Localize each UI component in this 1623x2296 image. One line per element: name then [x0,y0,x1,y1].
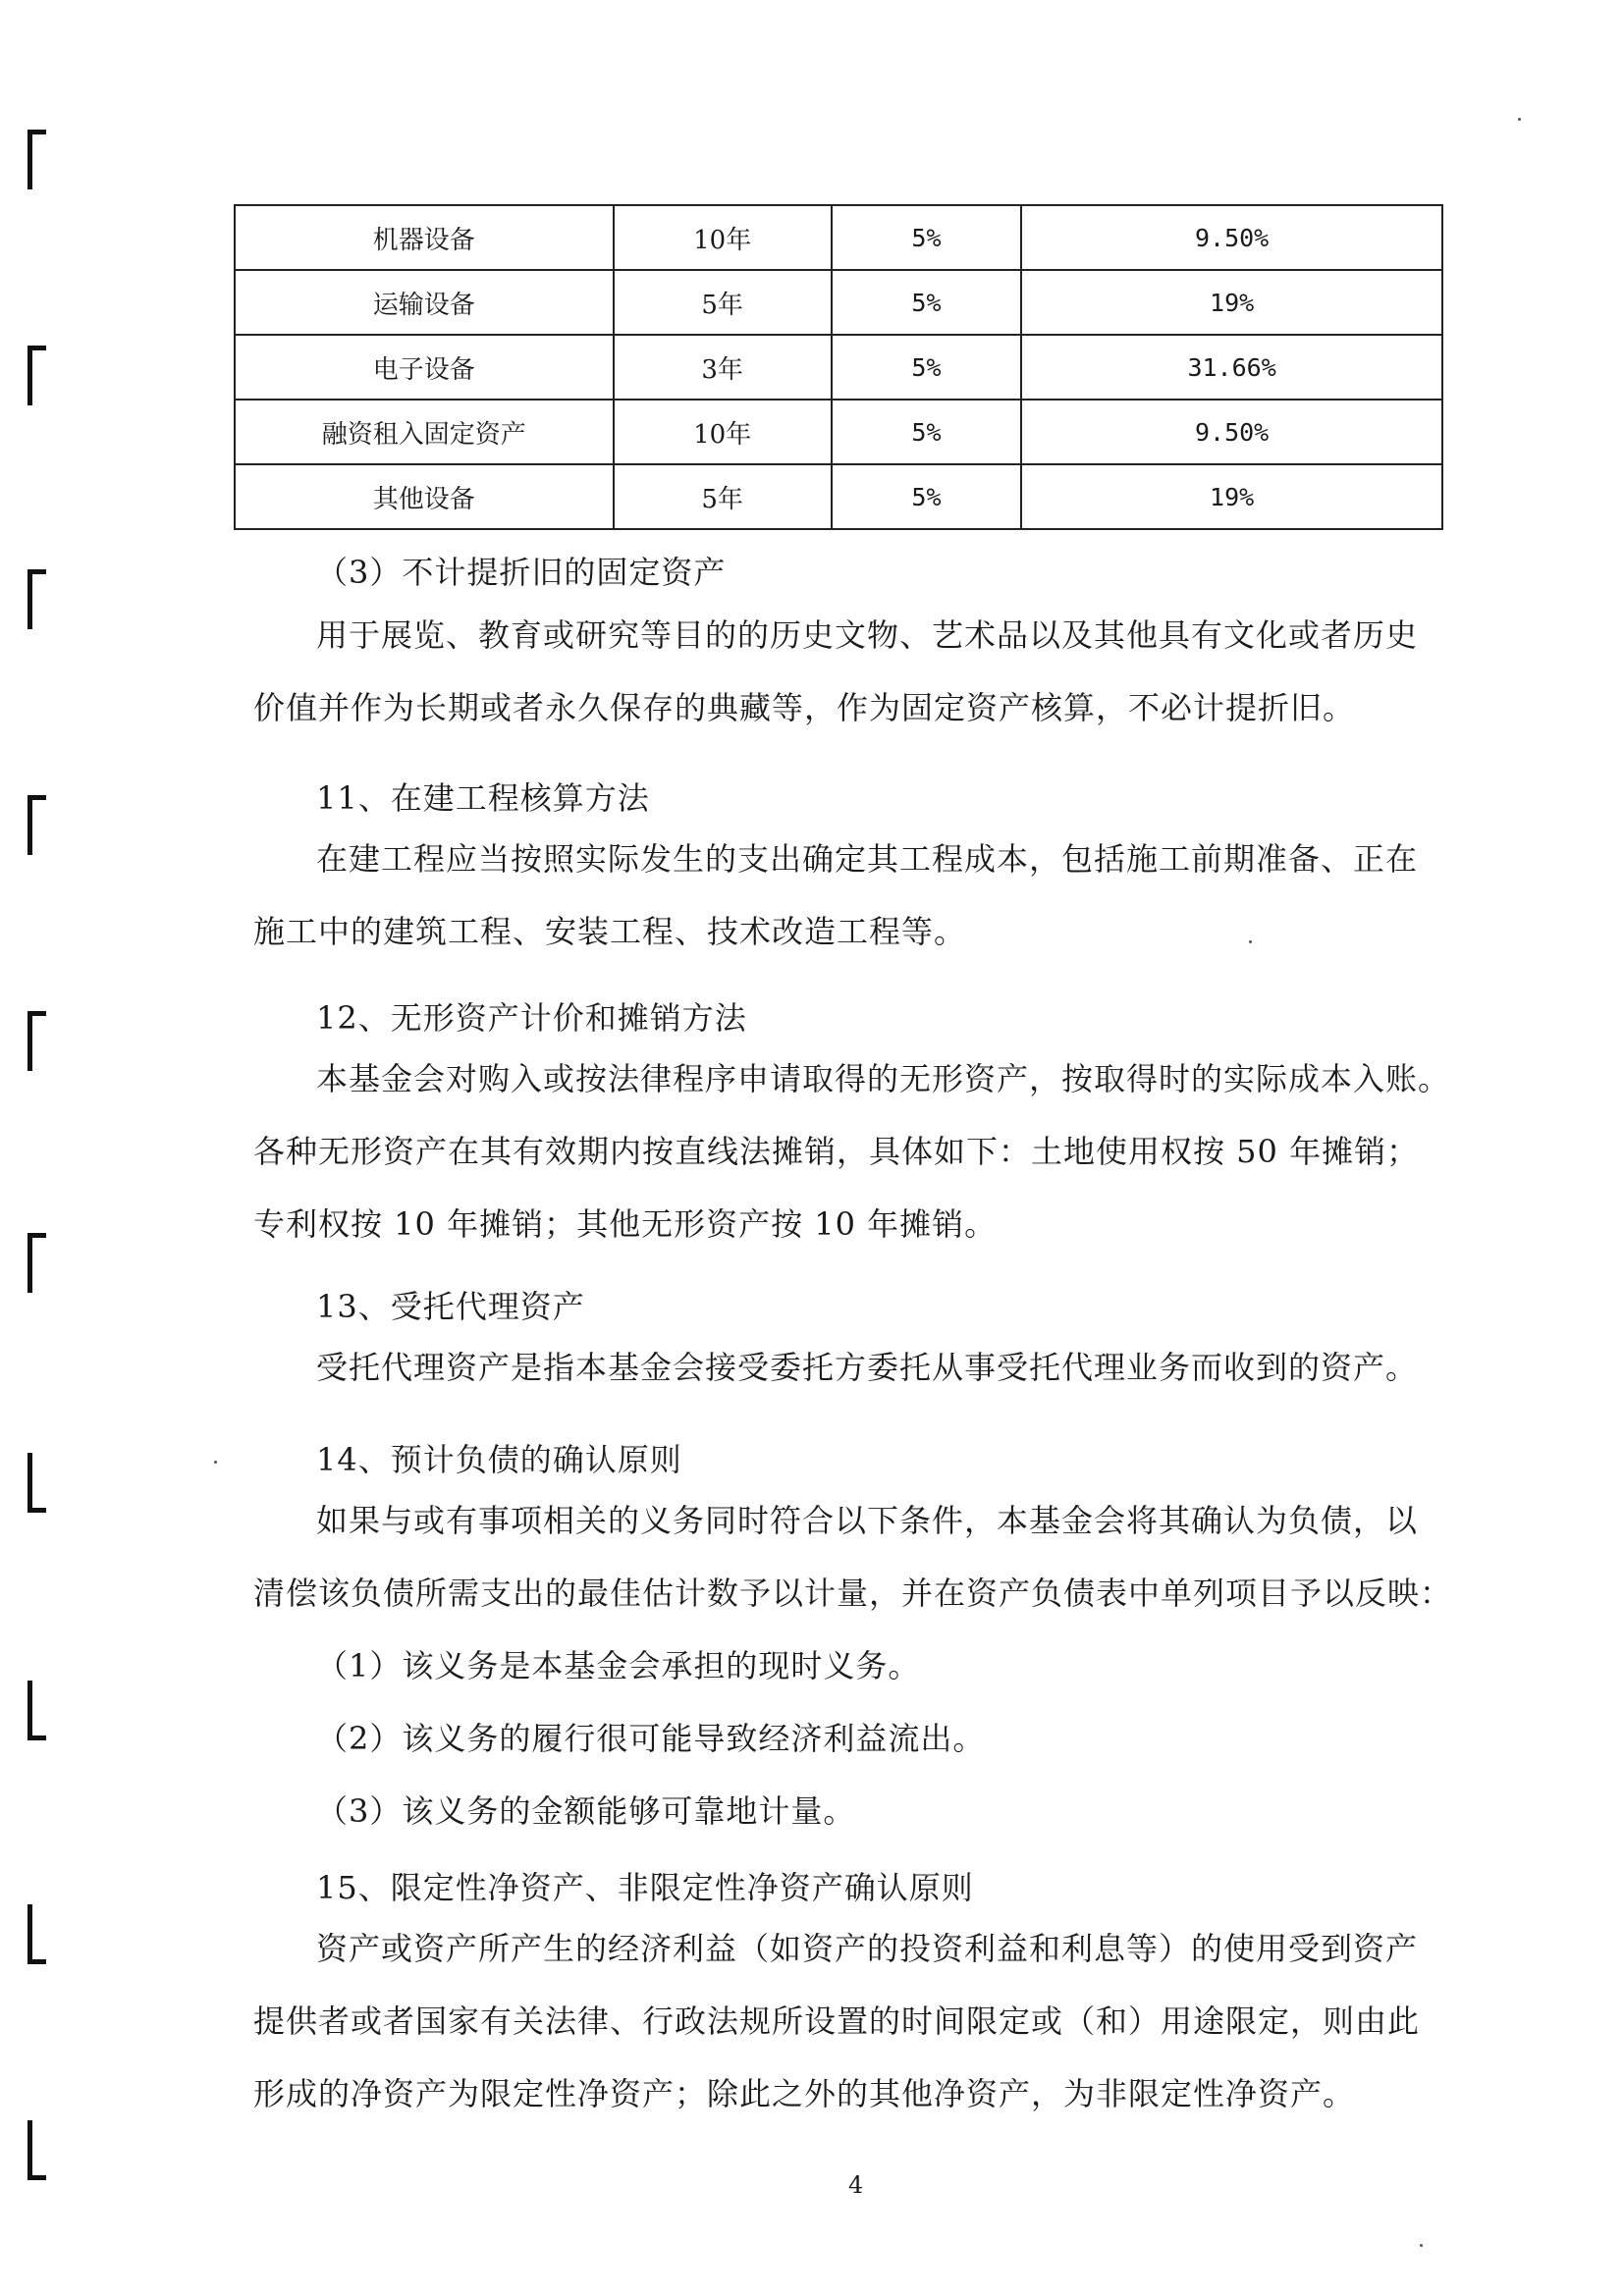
table-row [235,400,1442,464]
scan-speck [214,1461,217,1464]
paragraph [253,1042,1451,1260]
paragraph [253,599,1451,744]
depreciation-rate-cell: 19% [1021,270,1442,335]
category-cell: 电子设备 [235,335,614,400]
text-line: 价值并作为长期或者永久保存的典藏等，作为固定资产核算，不必计提折旧。 [253,689,1356,726]
text-line: （1）该义务是本基金会承担的现时义务。 [316,1647,921,1684]
text-line: 如果与或有事项相关的义务同时符合以下条件，本基金会将其确认为负债，以 [316,1502,1419,1539]
paragraph [253,823,1451,968]
paragraph [253,1484,1451,1847]
residual-rate-cell: 5% [832,464,1021,529]
text-line: （3）该义务的金额能够可靠地计量。 [316,1792,856,1830]
category-cell: 机器设备 [235,205,614,270]
useful-life-cell: 5年 [614,464,832,529]
text-line: 资产或资产所产生的经济利益（如资产的投资利益和利息等）的使用受到资产 [316,1930,1419,1967]
text-line: 提供者或者国家有关法律、行政法规所设置的时间限定或（和）用途限定，则由此 [253,2002,1421,2040]
text-line: 专利权按 10 年摊销；其他无形资产按 10 年摊销。 [253,1205,998,1243]
paragraph [253,1912,1451,2130]
depreciation-table [234,204,1443,530]
section-heading: 12、无形资产计价和摊销方法 [316,999,747,1037]
table-row [235,205,1442,270]
useful-life-cell: 5年 [614,270,832,335]
binder-mark [27,569,46,629]
text-line: 受托代理资产是指本基金会接受委托方委托从事受托代理业务而收到的资产。 [316,1349,1419,1386]
text-line: 用于展览、教育或研究等目的的历史文物、艺术品以及其他具有文化或者历史 [316,616,1419,654]
depreciation-rate-cell: 19% [1021,464,1442,529]
section-heading: （3）不计提折旧的固定资产 [316,554,727,591]
scan-speck [1249,940,1252,943]
depreciation-rate-cell: 9.50% [1021,205,1442,270]
section-heading: 13、受托代理资产 [316,1288,585,1325]
useful-life-cell: 3年 [614,335,832,400]
table-row [235,270,1442,335]
binder-mark [27,1233,46,1293]
useful-life-cell: 10年 [614,400,832,464]
table-row [235,335,1442,400]
useful-life-cell: 10年 [614,205,832,270]
paragraph [253,1331,1451,1404]
section-heading: 14、预计负债的确认原则 [316,1441,682,1478]
page-number: 4 [848,2171,864,2199]
text-line: （2）该义务的履行很可能导致经济利益流出。 [316,1720,986,1757]
binder-mark [27,2120,46,2180]
binder-mark [27,1681,46,1740]
category-cell: 运输设备 [235,270,614,335]
binder-mark [27,795,46,855]
text-line: 形成的净资产为限定性净资产；除此之外的其他净资产，为非限定性净资产。 [253,2075,1356,2112]
category-cell: 其他设备 [235,464,614,529]
binder-mark [27,130,46,189]
table-row [235,464,1442,529]
text-line: 本基金会对购入或按法律程序申请取得的无形资产，按取得时的实际成本入账。 [316,1060,1451,1097]
section-heading: 11、在建工程核算方法 [316,779,650,817]
residual-rate-cell: 5% [832,270,1021,335]
category-cell: 融资租入固定资产 [235,400,614,464]
depreciation-rate-cell: 9.50% [1021,400,1442,464]
scan-speck [1420,2244,1423,2247]
text-line: 施工中的建筑工程、安装工程、技术改造工程等。 [253,913,967,950]
section-heading: 15、限定性净资产、非限定性净资产确认原则 [316,1869,974,1906]
residual-rate-cell: 5% [832,205,1021,270]
text-line: 在建工程应当按照实际发生的支出确定其工程成本，包括施工前期准备、正在 [316,840,1419,878]
residual-rate-cell: 5% [832,335,1021,400]
binder-mark [27,1904,46,1964]
text-line: 各种无形资产在其有效期内按直线法摊销，具体如下：土地使用权按 50 年摊销； [253,1133,1420,1170]
depreciation-rate-cell: 31.66% [1021,335,1442,400]
binder-mark [27,1453,46,1513]
scan-speck [1518,118,1521,121]
residual-rate-cell: 5% [832,400,1021,464]
binder-mark [27,1011,46,1071]
text-line: 清偿该负债所需支出的最佳估计数予以计量，并在资产负债表中单列项目予以反映： [253,1575,1453,1612]
binder-mark [27,346,46,405]
